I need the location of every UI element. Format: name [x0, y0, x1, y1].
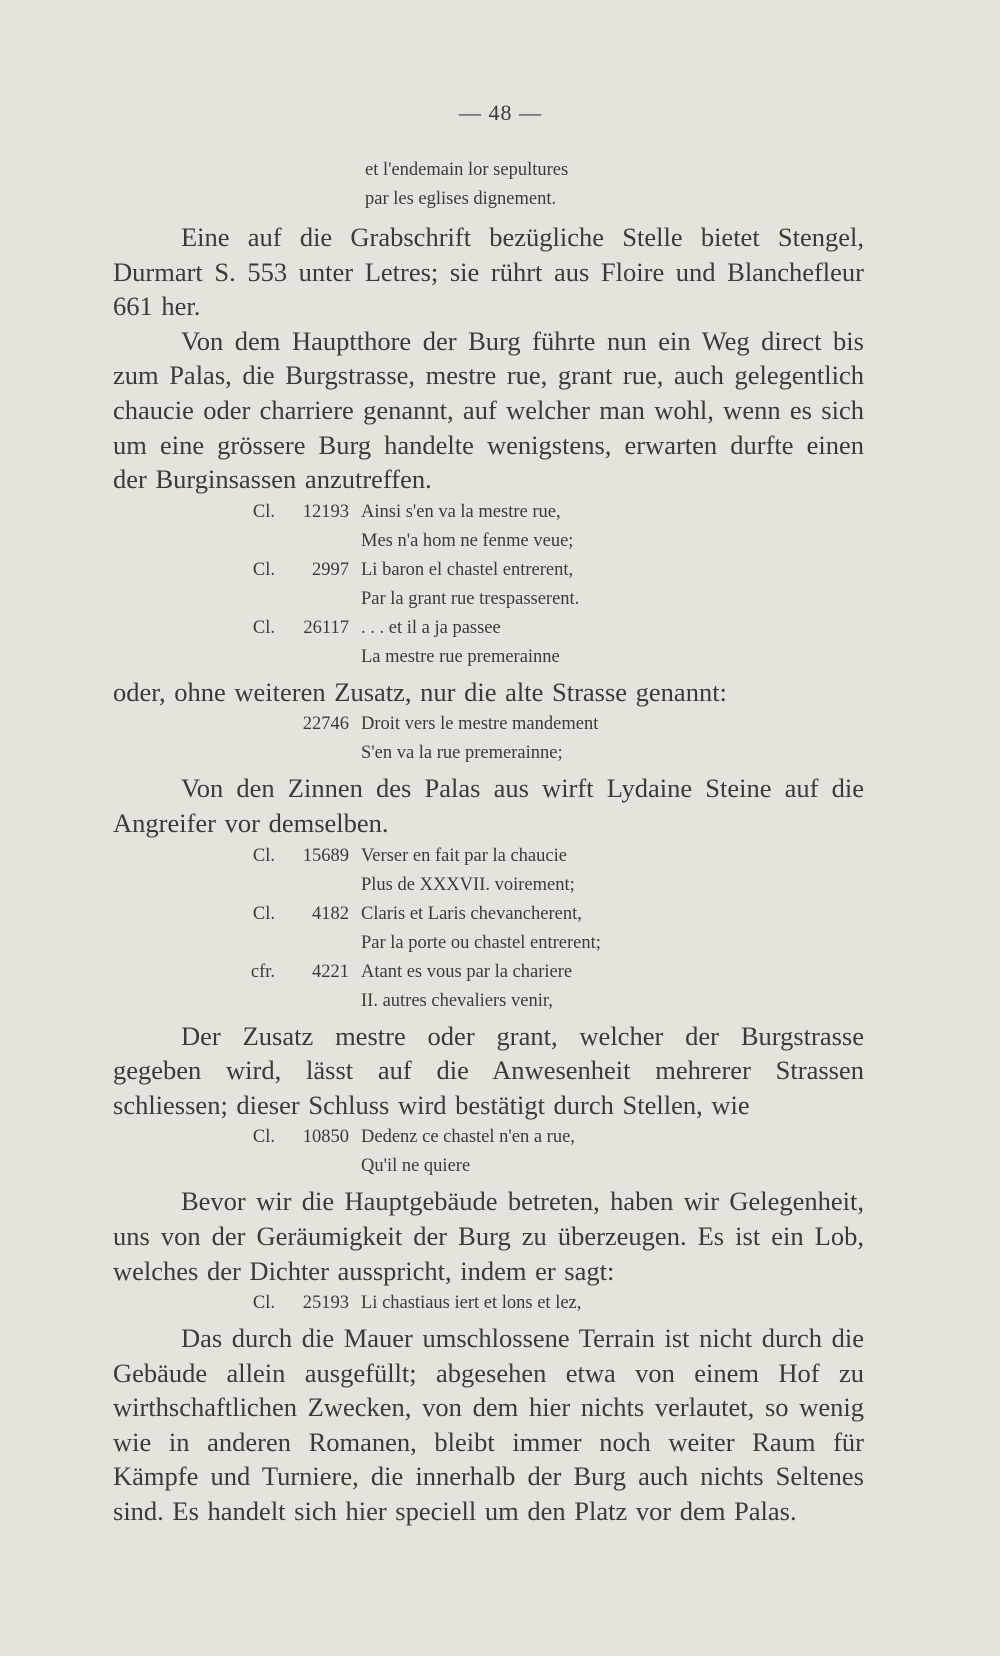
verse-text: et l'endemain lor sepultures	[365, 160, 569, 180]
verse-text: II. autres chevaliers venir,	[361, 990, 553, 1011]
verse-number: 12193	[302, 501, 349, 522]
verse-source: Cl.	[252, 501, 275, 522]
verse-source: Cl.	[252, 1127, 275, 1148]
verse-text: Li chastiaus iert et lons et lez,	[361, 1293, 582, 1314]
verse-line	[113, 842, 864, 871]
verse-line	[113, 1152, 864, 1181]
verse-quotation	[113, 1123, 864, 1181]
verse-source: Cl.	[252, 559, 275, 580]
verse-source: Cl.	[252, 617, 275, 638]
page-body	[113, 156, 864, 1529]
verse-quotation	[113, 1289, 864, 1318]
verse-quotation	[113, 156, 864, 214]
verse-line	[113, 556, 864, 585]
verse-number: 4182	[312, 903, 349, 924]
verse-number: 10850	[302, 1127, 349, 1148]
verse-text: Dedenz ce chastel n'en a rue,	[361, 1127, 575, 1148]
verse-line	[113, 614, 864, 643]
paragraph: oder, ohne weiteren Zusatz, nur die alte Strasse genannt:	[113, 676, 727, 707]
verse-source: Cl.	[252, 1293, 275, 1314]
paragraph: Das durch die Mauer umschlossene Terrain ist nicht durch die Gebäude allein ausgefüllt; abgesehen etwa von einem Hof zu wirthschaftlichen Zwecken, von dem hier nichts verlautet, so wenig wie in anderen Romanen, bleibt immer noch weiter Raum für Kämpfe und Turniere, die innerhalb der Burg auch nichts Seltenes sind. Es handelt sich hier speciell um den Platz vor dem Palas.	[113, 1323, 864, 1527]
verse-number: 15689	[302, 845, 349, 866]
verse-text: S'en va la rue premerainne;	[361, 743, 563, 764]
verse-line	[113, 156, 864, 185]
verse-text: Atant es vous par la chariere	[361, 961, 573, 982]
verse-line	[113, 1123, 864, 1152]
paragraph: Von dem Hauptthore der Burg führte nun ein Weg direct bis zum Palas, die Burgstrasse, mestre rue, grant rue, auch gelegentlich chaucie oder charriere genannt, auf welcher man wohl, wenn es sich um eine grössere Burg handelte wenigstens, erwarten durfte einen der Burginsassen anzutreffen.	[113, 325, 864, 495]
verse-line	[113, 585, 864, 614]
verse-text: Verser en fait par la chaucie	[361, 845, 567, 866]
paragraph: Eine auf die Grabschrift bezügliche Stelle bietet Stengel, Durmart S. 553 unter Letres; sie rührt aus Floire und Blanchefleur 661 her.	[113, 222, 864, 322]
paragraph: Bevor wir die Hauptgebäude betreten, haben wir Gelegenheit, uns von der Geräumigkeit der Burg zu überzeugen. Es ist ein Lob, welches der Dichter ausspricht, indem er sagt:	[113, 1186, 864, 1286]
verse-text: Par la grant rue trespasserent.	[361, 588, 580, 609]
verse-number: 4221	[312, 961, 349, 982]
verse-line	[113, 643, 864, 672]
verse-line	[113, 527, 864, 556]
verse-line	[113, 1289, 864, 1318]
verse-text: . . . et il a ja passee	[361, 617, 501, 638]
paragraph: Der Zusatz mestre oder grant, welcher der Burgstrasse gegeben wird, lässt auf die Anwesenheit mehrerer Strassen schliessen; dieser Schluss wird bestätigt durch Stellen, wie	[113, 1020, 864, 1120]
verse-source: Cl.	[252, 845, 275, 866]
verse-text: Par la porte ou chastel entrerent;	[361, 932, 601, 953]
verse-text: Plus de XXXVII. voirement;	[361, 874, 575, 895]
verse-line	[113, 185, 864, 214]
page-number: — 48 —	[459, 100, 542, 125]
verse-line	[113, 871, 864, 900]
verse-source: Cl.	[252, 903, 275, 924]
verse-number: 26117	[303, 617, 349, 638]
verse-quotation	[113, 842, 864, 1016]
verse-text: Mes n'a hom ne fenme veue;	[361, 530, 574, 551]
verse-line	[113, 710, 864, 739]
verse-quotation	[113, 498, 864, 672]
verse-text: par les eglises dignement.	[365, 189, 557, 209]
verse-line	[113, 498, 864, 527]
verse-line	[113, 739, 864, 768]
verse-text: Droit vers le mestre mandement	[361, 714, 599, 735]
paragraph: Von den Zinnen des Palas aus wirft Lydaine Steine auf die Angreifer vor demselben.	[113, 773, 864, 838]
verse-line	[113, 929, 864, 958]
verse-number: 22746	[302, 714, 349, 735]
verse-quotation	[113, 710, 864, 768]
verse-source: cfr.	[250, 961, 275, 982]
verse-number: 2997	[312, 559, 349, 580]
verse-text: Qu'il ne quiere	[361, 1156, 471, 1177]
verse-text: Ainsi s'en va la mestre rue,	[361, 501, 561, 522]
verse-number: 25193	[302, 1293, 349, 1314]
verse-line	[113, 958, 864, 987]
verse-line	[113, 987, 864, 1016]
verse-line	[113, 900, 864, 929]
verse-text: La mestre rue premerainne	[361, 646, 560, 667]
verse-text: Claris et Laris chevancherent,	[361, 903, 582, 924]
verse-text: Li baron el chastel entrerent,	[361, 559, 574, 580]
